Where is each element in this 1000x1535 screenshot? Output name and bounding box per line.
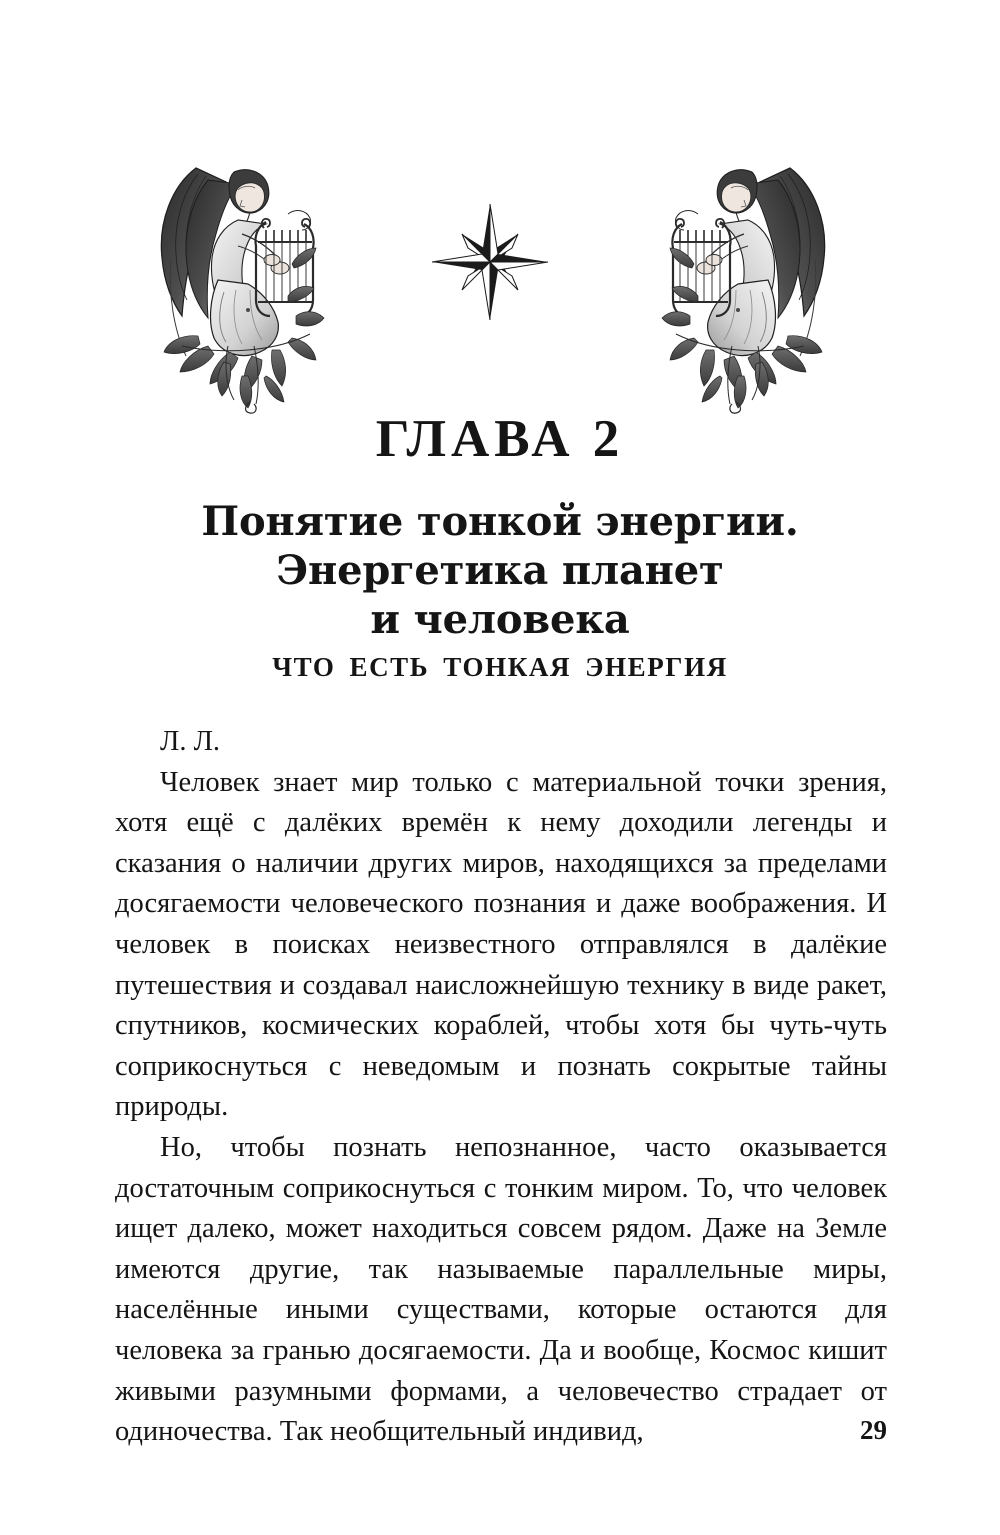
- speaker-label: Л. Л.: [160, 726, 221, 757]
- body-text: [115, 722, 887, 1453]
- section-heading-word-2: ЕСТЬ: [349, 652, 430, 682]
- section-heading-word-1: ЧТО: [272, 652, 336, 682]
- chapter-title-line-2: Энергетика планет: [276, 546, 724, 594]
- section-heading-word-4: ЭНЕРГИЯ: [585, 652, 728, 682]
- chapter-title-line-3: и человека: [370, 595, 630, 643]
- section-heading-word-3: ТОНКАЯ: [443, 652, 572, 682]
- ornament-band: [0, 150, 1000, 415]
- body-paragraph-2: Но, чтобы познать непознанное, часто оказывается достаточным соприкоснуться с тонким миром. То, что человек ищет далеко, может находиться совсем рядом. Даже на Земле имеются другие, так называемые параллельные миры, населённые иными существами, которые остаются для человека за гранью досягаемости. Да и вообще, Космос кишит живыми разумными формами, а человечество страдает от одиночества. Так необщительный индивид,: [115, 1131, 887, 1448]
- angel-with-lyre-mirrored-icon: [658, 150, 848, 415]
- chapter-heading: ГЛАВА 2: [375, 410, 625, 468]
- chapter-title: [100, 498, 900, 644]
- page-number: 29: [860, 1415, 887, 1445]
- section-heading: [0, 652, 1000, 683]
- body-paragraph-1: Человек знает мир только с материальной точки зрения, хотя ещё с далёких времён к нему доходили легенды и сказания о наличии других миров, находящихся за пределами досягаемости человеческого познания и даже воображения. И человек в поисках неизвестного отправлялся в далёкие путешествия и создавал наисложнейшую технику в виде ракет, спутников, космических кораблей, чтобы хотя бы чуть-чуть соприкоснуться с неведомым и познать сокрытые тайны природы.: [115, 766, 887, 1123]
- angel-with-lyre-icon: [138, 150, 328, 415]
- eight-pointed-star-icon: [426, 198, 554, 326]
- chapter-title-line-1: Понятие тонкой энергии.: [201, 498, 799, 545]
